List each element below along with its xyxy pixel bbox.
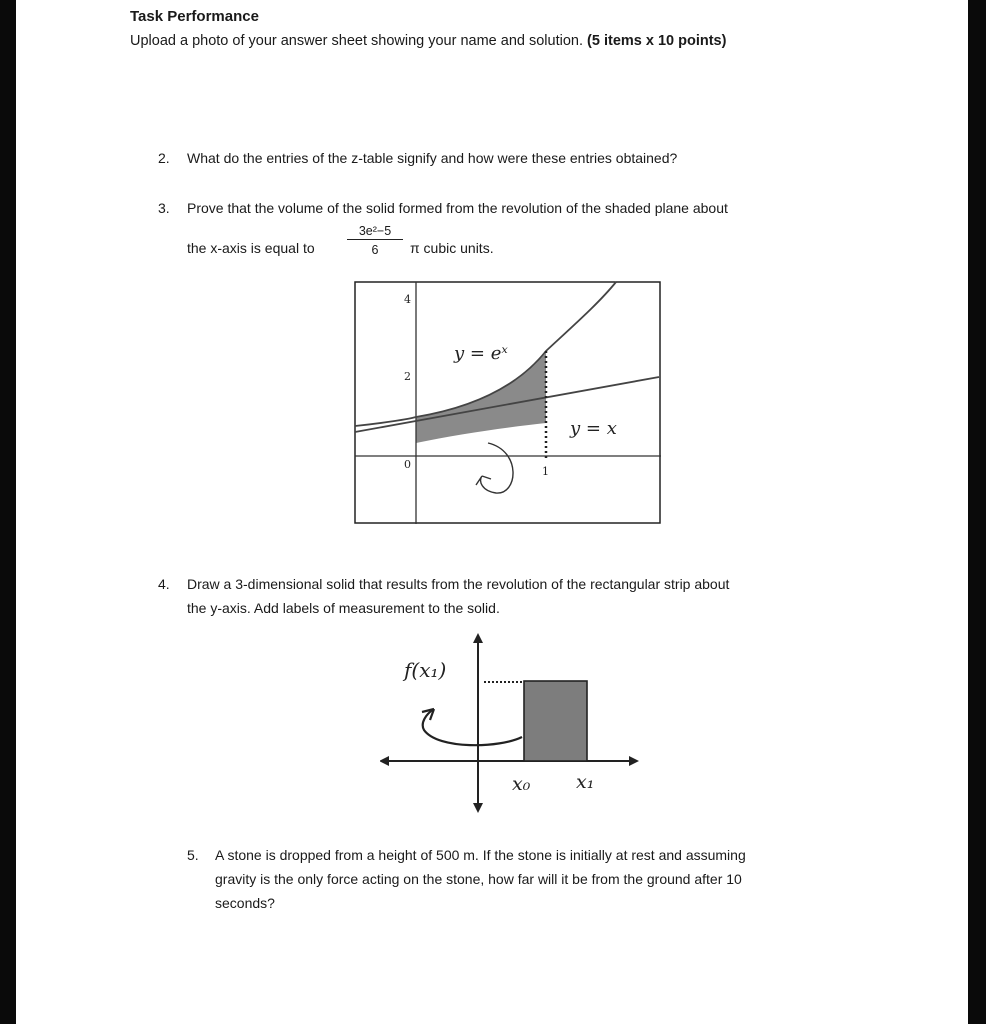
tick-0: 0	[404, 458, 411, 471]
line-label: y = x	[570, 418, 617, 439]
tick-2: 2	[404, 370, 411, 383]
q4-number: 4.	[158, 576, 170, 592]
rectangular-strip-figure	[380, 630, 650, 815]
tick-1: 1	[542, 465, 549, 478]
q4-line1: Draw a 3-dimensional solid that results from the revolution of the rectangular strip about	[187, 576, 730, 592]
q5-line3: seconds?	[215, 895, 275, 911]
fraction-denominator: 6	[371, 243, 379, 257]
q3-number: 3.	[158, 200, 170, 216]
q3-line1: Prove that the volume of the solid formed from the revolution of the shaded plane about	[187, 200, 728, 216]
instruction-text: Upload a photo of your answer sheet showing your name and solution.	[130, 33, 584, 49]
q5-line1: A stone is dropped from a height of 500 m. If the stone is initially at rest and assuming	[215, 847, 746, 863]
q2-text: What do the entries of the z-table signify and how were these entries obtained?	[187, 150, 678, 166]
height-label: f(x₁)	[404, 658, 447, 682]
points-note: (5 items x 10 points)	[587, 33, 727, 49]
fraction-numerator: 3e²−5	[347, 224, 403, 240]
q3-line2-prefix: the x-axis is equal to	[187, 240, 315, 256]
rotation-arrow	[423, 709, 522, 745]
tick-4: 4	[404, 293, 411, 306]
q2-number: 2.	[158, 150, 170, 166]
x1-label: x₁	[576, 771, 595, 793]
shaded-region-graph	[354, 281, 662, 525]
q5-line2: gravity is the only force acting on the stone, how far will it be from the ground after 10	[215, 871, 742, 887]
curve-label: y = eˣ	[454, 343, 508, 364]
left-dark-border	[0, 0, 16, 1024]
instructions	[130, 33, 726, 49]
rectangular-strip	[524, 681, 587, 761]
volume-fraction	[347, 224, 403, 257]
q5-number: 5.	[187, 847, 199, 863]
right-dark-border	[968, 0, 986, 1024]
page-title: Task Performance	[130, 8, 259, 25]
q3-line2-suffix: π cubic units.	[410, 240, 494, 256]
q4-line2: the y-axis. Add labels of measurement to the solid.	[187, 600, 500, 616]
x0-label: x₀	[512, 773, 531, 795]
